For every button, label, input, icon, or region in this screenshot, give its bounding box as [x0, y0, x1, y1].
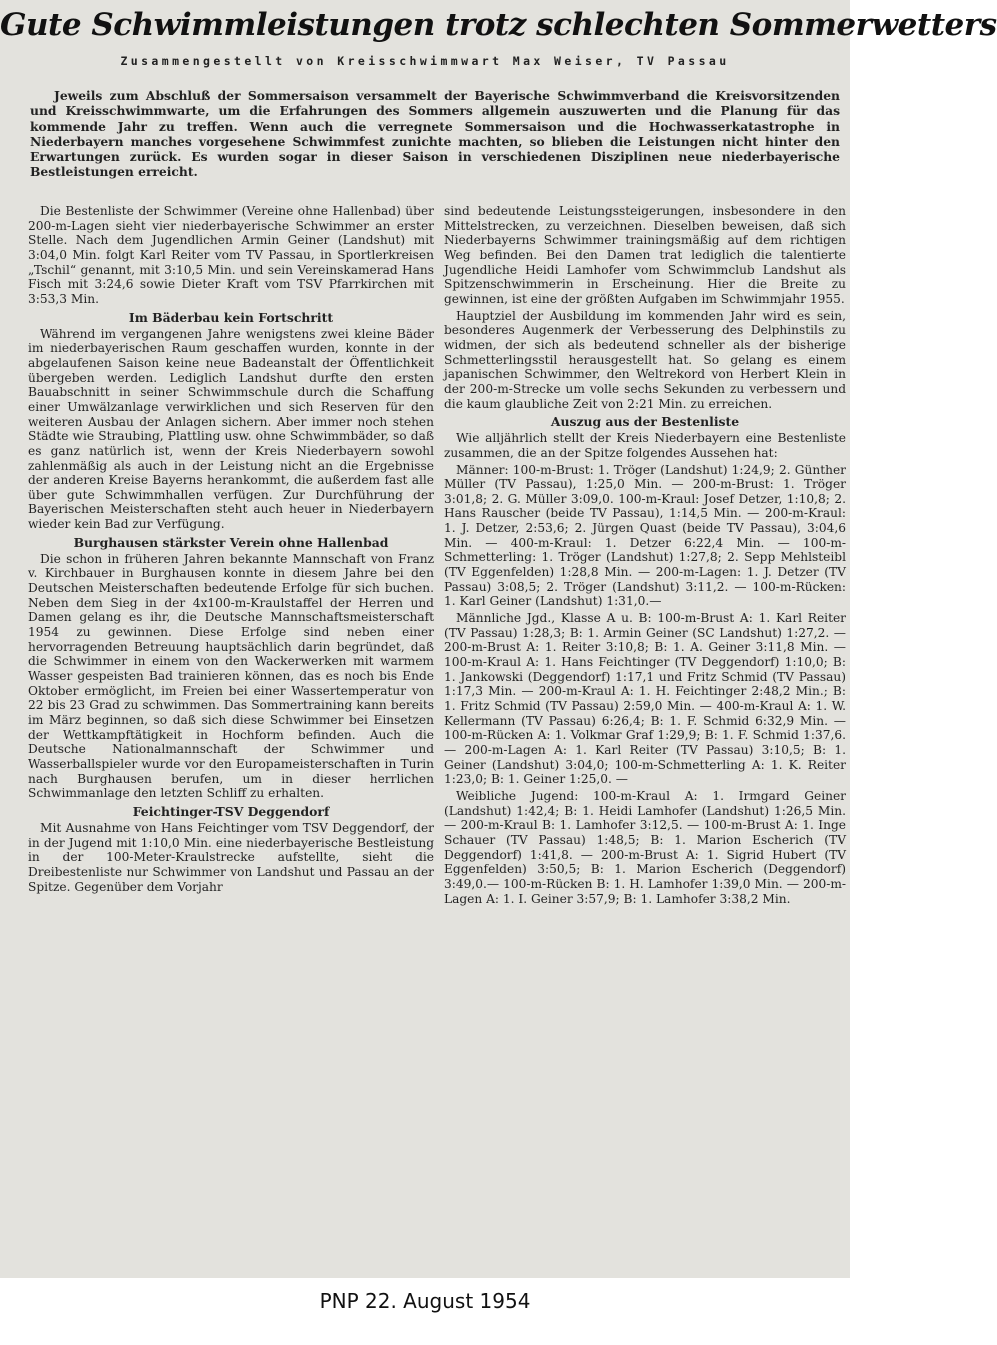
right-column: [444, 204, 846, 1274]
subheading: Burghausen stärkster Verein ohne Hallenbad: [73, 534, 389, 550]
results-paragraph: Männer: 100-m-Brust: 1. Tröger (Landshut) 1:24,9; 2. Günther Müller (TV Passau), 1:25,0 Min. — 200-m-Brust: 1. Tröger 3:01,8; 2. G. Müller 3:09,0. 100-m-Kraul: Josef Detzer, 1:10,8; 2. Hans Rauscher (beide TV Passau), 1:14,5 Min. — 200-m-Kraul: 1. J. Detzer, 2:53,6; 2. Jürgen Quast (beide TV Passau), 3:04,6 Min. — 400-m-Kraul: 1. Detzer 6:22,4 Min. — 100-m-Schmetterling: 1. Tröger (Landshut) 1:27,8; 2. Sepp Mehlsteibl (TV Eggenfelden) 1:28,8 Min. — 200-m-Lagen: 1. J. Detzer (TV Passau) 3:08,5; 2. Tröger (Landshut) 3:11,2. — 100-m-Rücken: 1. Karl Geiner (Landshut) 1:31,0.—: [444, 462, 846, 609]
paragraph: Mit Ausnahme von Hans Feichtinger vom TSV Deggendorf, der in der Jugend mit 1:10,0 Min. eine niederbayerische Bestleistung in der 100-Meter-Kraulstrecke aufstellte, sieht die Dreibestenliste nur Schwimmer von Landshut und Passau an der Spitze. Gegenüber dem Vorjahr: [28, 820, 434, 894]
paragraph: Die schon in früheren Jahren bekannte Mannschaft von Franz v. Kirchbauer in Burghausen konnte in diesem Jahre bei den Deutschen Meisterschaften bedeutende Erfolge für sich buchen. Neben dem Sieg in der 4x100-m-Kraulstaffel der Herren und Damen gelang es ihr, die Deutsche Mannschaftsmeisterschaft 1954 zu gewinnen. Diese Erfolge sind neben einer hervorragenden Betreuung hauptsächlich darin begründet, daß die Schwimmer in einem von den Wackerwerken mit warmem Wasser gespeisten Bad trainieren können, das es noch bis Ende Oktober ermöglicht, im Freien bei einer Wassertemperatur von 22 bis 23 Grad zu schwimmen. Das Sommertraining kann bereits im März beginnen, so daß sich diese Schwimmer bei Einsetzen der Wettkampftätigkeit in Hochform befinden. Auch die Deutsche Nationalmannschaft der Schwimmer und Wasserballspieler wurde vor den Europameisterschaften in Turin nach Burghausen berufen, um in dieser herrlichen Schwimmanlage den letzten Schliff zu erhalten.: [28, 551, 434, 801]
source-caption: PNP 22. August 1954: [319, 1289, 531, 1313]
paragraph: Die Bestenliste der Schwimmer (Vereine ohne Hallenbad) über 200-m-Lagen sieht vier niederbayerische Schwimmer an erster Stelle. Nach dem Jugendlichen Armin Geiner (Landshut) mit 3:04,0 Min. folgt Karl Reiter vom TV Passau, in Sportlerkreisen „Tschil“ genannt, mit 3:10,5 Min. und sein Vereinskamerad Hans Fisch mit 3:24,6 sowie Dieter Kraft vom TSV Pfarrkirchen mit 3:53,3 Min.: [28, 204, 434, 306]
paragraph: Während im vergangenen Jahre wenigstens zwei kleine Bäder im niederbayerischen Raum geschaffen wurden, konnte in der abgelaufenen Saison keine neue Badeanstalt der Öffentlichkeit übergeben werden. Lediglich Landshut durfte den ersten Bauabschnitt in seiner Schwimmschule durch die Schaffung einer Umwälzanlage verwirklichen und sich Reserven für den weiteren Ausbau der Anlagen sichern. Aber immer noch stehen Städte wie Straubing, Plattling usw. ohne Schwimmbäder, so daß es ganz natürlich ist, wenn der Kreis Niederbayern sowohl zahlenmäßig als auch in der Leistung nicht an die Ergebnisse der anderen Kreise Bayerns herankommt, die außerdem fast alle über gute Schwimmhallen verfügen. Zur Durchführung der Bayerischen Meisterschaften steht auch heuer in Niederbayern wieder kein Bad zur Verfügung.: [28, 326, 434, 532]
paragraph: Hauptziel der Ausbildung im kommenden Jahr wird es sein, besonderes Augenmerk der Verbesserung des Delphinstils zu widmen, der sich als bedeutend schneller als der bisherige Schmetterlingsstil herausgestellt hat. So gelang es einem japanischen Schwimmer, den Weltrekord von Herbert Klein in der 200-m-Strecke um volle sechs Sekunden zu verbessern und die kaum glaubliche Zeit von 2:21 Min. zu erreichen.: [444, 308, 846, 411]
headline: Gute Schwimmleistungen trotz schlechten Sommerwetters: [0, 7, 997, 43]
paragraph: Wie alljährlich stellt der Kreis Niederbayern eine Bestenliste zusammen, die an der Spitze folgendes Aussehen hat:: [444, 431, 846, 460]
paragraph: sind bedeutende Leistungssteigerungen, insbesondere in den Mittelstrecken, zu verzeichnen. Dieselben beweisen, daß sich Niederbayerns Schwimmer trainingsmäßig auf dem richtigen Weg befinden. Bei den Damen trat lediglich die talentierte Jugendliche Heidi Lamhofer vom Schwimmclub Landshut als Spitzenschwimmerin in Erscheinung. Hier die Breite zu gewinnen, ist eine der größten Aufgaben im Schwimmjahr 1955.: [444, 204, 846, 306]
results-paragraph: Weibliche Jugend: 100-m-Kraul A: 1. Irmgard Geiner (Landshut) 1:42,4; B: 1. Heidi Lamhofer (Landshut) 1:26,5 Min. — 200-m-Kraul B: 1. Lamhofer 3:12,5. — 100-m-Brust A: 1. Inge Schauer (TV Passau) 1:48,5; B: 1. Marion Escherich (TV Deggendorf) 1:41,8. — 200-m-Brust A: 1. Sigrid Hubert (TV Eggenfelden) 3:50,5; B: 1. Marion Escherich (Deggendorf) 3:49,0.— 100-m-Rücken B: 1. H. Lamhofer 1:39,0 Min. — 200-m-Lagen A: 1. I. Geiner 3:57,9; B: 1. Lamhofer 3:38,2 Min.: [444, 788, 846, 906]
results-paragraph: Männliche Jgd., Klasse A u. B: 100-m-Brust A: 1. Karl Reiter (TV Passau) 1:28,3; B: 1. Armin Geiner (SC Landshut) 1:27,2. — 200-m-Brust A: 1. Reiter 3:10,8; B: 1. A. Geiner 3:11,8 Min. — 100-m-Kraul A: 1. Hans Feichtinger (TV Deggendorf) 1:10,0; B: 1. Jankowski (Deggendorf) 1:17,1 und Fritz Schmid (TV Passau) 1:17,3 Min. — 200-m-Kraul A: 1. H. Feichtinger 2:48,2 Min.; B: 1. Fritz Schmid (TV Passau) 2:59,0 Min. — 400-m-Kraul A: 1. W. Kellermann (TV Passau) 6:26,4; B: 1. F. Schmid 6:32,9 Min. — 100-m-Rücken A: 1. Volkmar Graf 1:29,9; B: 1. F. Schmid 1:37,6.— 200-m-Lagen A: 1. Karl Reiter (TV Passau) 3:10,5; B: 1. Geiner (Landshut) 3:04,0; 100-m-Schmetterling A: 1. K. Reiter 1:23,0; B: 1. Geiner 1:25,0. —: [444, 611, 846, 787]
intro-paragraph: Jeweils zum Abschluß der Sommersaison versammelt der Bayerische Schwimmverband die Kreisvorsitzenden und Kreisschwimmwarte, um die Erfahrungen des Sommers allgemein auszuwerten und die Planung für das kommende Jahr zu treffen. Wenn auch die verregnete Sommersaison und die Hochwasserkatastrophe in Niederbayern manches vorgesehene Schwimmfest zunichte machten, so blieben die Leistungen nicht hinter den Erwartungen zurück. Es wurden sogar in dieser Saison in verschiedenen Disziplinen neue niederbayerische Bestleistungen erreicht.: [30, 88, 840, 180]
byline: Zusammengestellt von Kreisschwimmwart Max Weiser, TV Passau: [120, 54, 730, 68]
subheading: Im Bäderbau kein Fortschritt: [128, 309, 334, 325]
left-column: [28, 204, 434, 1274]
subheading: Feichtinger-TSV Deggendorf: [132, 803, 330, 819]
subheading: Auszug aus der Bestenliste: [550, 414, 740, 430]
